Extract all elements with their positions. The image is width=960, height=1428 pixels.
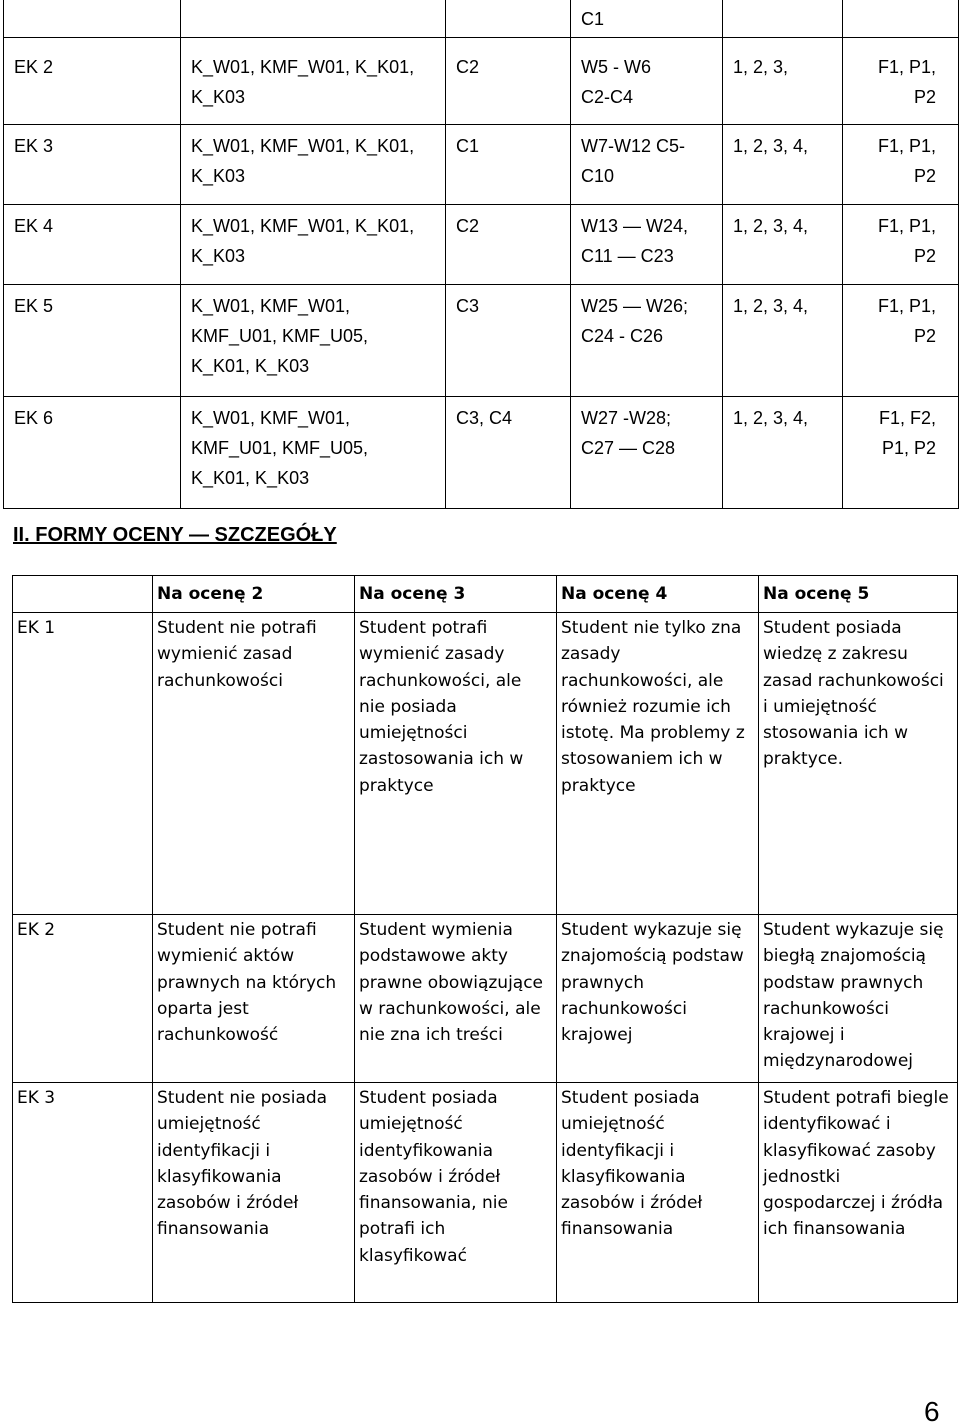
assessment: F1, P1, P2 (843, 284, 959, 396)
methods: 1, 2, 3, 4, (723, 284, 843, 396)
table-row (4, 124, 959, 204)
methods: 1, 2, 3, (723, 37, 843, 124)
effect-codes: K_W01, KMF_W01, K_K01, K_K03 (181, 37, 446, 124)
grading-criteria-table (12, 575, 958, 1303)
header-grade-3: Na ocenę 3 (355, 576, 557, 613)
content: W7-W12 C5- C10 (571, 124, 723, 204)
grade-5-criteria: Student wykazuje się biegłą znajomością podstaw prawnych rachunkowości krajowej i międzynarodowej (759, 915, 958, 1083)
effect-codes: K_W01, KMF_W01, KMF_U01, KMF_U05, K_K01, K_K03 (181, 396, 446, 508)
assessment: F1, F2, P1, P2 (843, 396, 959, 508)
cell (181, 0, 446, 37)
cell: C1 (571, 0, 723, 37)
grade-2-criteria: Student nie potrafi wymienić zasad rachunkowości (153, 613, 355, 915)
table-row (4, 204, 959, 284)
methods: 1, 2, 3, 4, (723, 204, 843, 284)
page-number: 6 (924, 1396, 940, 1427)
content: W27 -W28; C27 — C28 (571, 396, 723, 508)
header-grade-2: Na ocenę 2 (153, 576, 355, 613)
effect-codes: K_W01, KMF_W01, KMF_U01, KMF_U05, K_K01, K_K03 (181, 284, 446, 396)
cell (843, 0, 959, 37)
section-heading: II. FORMY OCENY — SZCZEGÓŁY (13, 524, 337, 546)
content: W5 - W6 C2-C4 (571, 37, 723, 124)
ek-code: EK 2 (4, 37, 181, 124)
header-grade-4: Na ocenę 4 (557, 576, 759, 613)
methods: 1, 2, 3, 4, (723, 124, 843, 204)
goals: C3 (446, 284, 571, 396)
grade-4-criteria: Student wykazuje się znajomością podstaw prawnych rachunkowości krajowej (557, 915, 759, 1083)
cell (446, 0, 571, 37)
ek-code: EK 4 (4, 204, 181, 284)
grade-4-criteria: Student nie tylko zna zasady rachunkowości, ale również rozumie ich istotę. Ma problemy z stosowaniem ich w praktyce (557, 613, 759, 915)
assessment: F1, P1, P2 (843, 204, 959, 284)
goals: C3, C4 (446, 396, 571, 508)
ek-code: EK 1 (13, 613, 153, 915)
table-row (4, 284, 959, 396)
table-row (4, 37, 959, 124)
ek-code: EK 3 (4, 124, 181, 204)
grade-3-criteria: Student wymienia podstawowe akty prawne obowiązujące w rachunkowości, ale nie zna ich treści (355, 915, 557, 1083)
grade-5-criteria: Student potrafi biegle identyfikować i klasyfikować zasoby jednostki gospodarczej i źródła ich finansowania (759, 1083, 958, 1303)
content: W13 — W24, C11 — C23 (571, 204, 723, 284)
header-spacer (13, 576, 153, 613)
assessment: F1, P1, P2 (843, 37, 959, 124)
ek-code: EK 5 (4, 284, 181, 396)
content: W25 — W26; C24 - C26 (571, 284, 723, 396)
cell (723, 0, 843, 37)
table-row (13, 915, 958, 1083)
goals: C1 (446, 124, 571, 204)
grade-5-criteria: Student posiada wiedzę z zakresu zasad rachunkowości i umiejętność stosowania ich w praktyce. (759, 613, 958, 915)
goals: C2 (446, 204, 571, 284)
grade-3-criteria: Student posiada umiejętność identyfikowania zasobów i źródeł finansowania, nie potrafi ich klasyfikować (355, 1083, 557, 1303)
learning-outcomes-table (3, 0, 959, 509)
ek-code: EK 6 (4, 396, 181, 508)
methods: 1, 2, 3, 4, (723, 396, 843, 508)
grade-3-criteria: Student potrafi wymienić zasady rachunkowości, ale nie posiada umiejętności zastosowania ich w praktyce (355, 613, 557, 915)
table-row (13, 1083, 958, 1303)
header-grade-5: Na ocenę 5 (759, 576, 958, 613)
goals: C2 (446, 37, 571, 124)
ek-code: EK 3 (13, 1083, 153, 1303)
header-row (13, 576, 958, 613)
effect-codes: K_W01, KMF_W01, K_K01, K_K03 (181, 124, 446, 204)
grade-2-criteria: Student nie posiada umiejętność identyfikacji i klasyfikowania zasobów i źródeł finansowania (153, 1083, 355, 1303)
grade-4-criteria: Student posiada umiejętność identyfikacji i klasyfikowania zasobów i źródeł finansowania (557, 1083, 759, 1303)
table-row (4, 0, 959, 37)
effect-codes: K_W01, KMF_W01, K_K01, K_K03 (181, 204, 446, 284)
assessment: F1, P1, P2 (843, 124, 959, 204)
cell (4, 0, 181, 37)
table-row (4, 396, 959, 508)
ek-code: EK 2 (13, 915, 153, 1083)
grade-2-criteria: Student nie potrafi wymienić aktów prawnych na których oparta jest rachunkowość (153, 915, 355, 1083)
table-row (13, 613, 958, 915)
